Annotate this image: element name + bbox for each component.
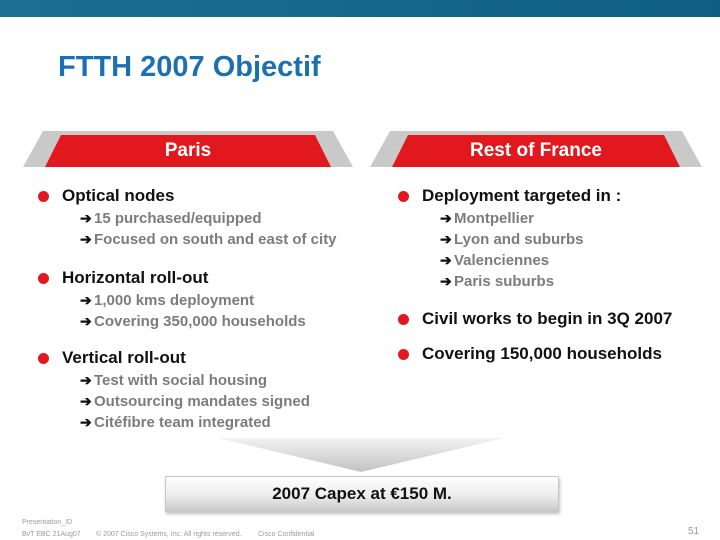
sub-item: ➔ Citéfibre team integrated bbox=[80, 414, 271, 431]
bullet-dot-icon bbox=[398, 314, 409, 325]
sub-item: ➔ 1,000 kms deployment bbox=[80, 292, 255, 309]
arrow-right-icon: ➔ bbox=[80, 292, 92, 308]
sub-item: ➔ Test with social housing bbox=[80, 372, 268, 389]
sub-item: ➔ Covering 350,000 households bbox=[80, 313, 306, 330]
bullet-dot-icon bbox=[38, 191, 49, 202]
sub-item: ➔ Montpellier bbox=[440, 210, 535, 227]
sub-item: ➔ Lyon and suburbs bbox=[440, 231, 584, 248]
capex-summary-box bbox=[165, 476, 559, 512]
sub-item: ➔ Focused on south and east of city bbox=[80, 231, 337, 248]
arrow-right-icon: ➔ bbox=[80, 393, 92, 409]
footer-presentation-id: Presentation_ID BvT EBC 21Aug07 bbox=[22, 519, 81, 538]
arrow-right-icon: ➔ bbox=[80, 210, 92, 226]
bullet-covering-households: Covering 150,000 households bbox=[398, 342, 714, 366]
bullet-deployment-targeted: Deployment targeted in : bbox=[398, 184, 714, 208]
bullet-vertical-rollout: Vertical roll-out bbox=[38, 346, 358, 370]
arrow-right-icon: ➔ bbox=[80, 231, 92, 247]
sub-item: ➔ Paris suburbs bbox=[440, 273, 555, 290]
bullet-horizontal-rollout: Horizontal roll-out bbox=[38, 266, 358, 290]
sub-item: ➔ Valenciennes bbox=[440, 252, 550, 269]
top-bar bbox=[0, 0, 720, 17]
arrow-right-icon: ➔ bbox=[440, 210, 452, 226]
down-arrow-icon bbox=[218, 438, 504, 474]
bullet-dot-icon bbox=[38, 273, 49, 284]
paris-header bbox=[23, 131, 353, 167]
paris-column bbox=[38, 184, 358, 433]
bullet-optical-nodes: Optical nodes bbox=[38, 184, 358, 208]
bullet-dot-icon bbox=[38, 353, 49, 364]
sub-item: ➔ 15 purchased/equipped bbox=[80, 210, 262, 227]
rest-of-france-header-label: Rest of France bbox=[470, 140, 602, 161]
rest-of-france-header bbox=[370, 131, 702, 167]
rest-of-france-column bbox=[398, 184, 714, 366]
arrow-right-icon: ➔ bbox=[80, 313, 92, 329]
bullet-dot-icon bbox=[398, 349, 409, 360]
arrow-right-icon: ➔ bbox=[440, 252, 452, 268]
sub-item: ➔ Outsourcing mandates signed bbox=[80, 393, 310, 410]
arrow-right-icon: ➔ bbox=[440, 231, 452, 247]
capex-summary-text: 2007 Capex at €150 M. bbox=[272, 484, 452, 503]
arrow-right-icon: ➔ bbox=[80, 414, 92, 430]
arrow-right-icon: ➔ bbox=[80, 372, 92, 388]
footer-copyright: © 2007 Cisco Systems, Inc. All rights reserved. bbox=[96, 531, 242, 538]
bullet-civil-works: Civil works to begin in 3Q 2007 bbox=[398, 307, 714, 331]
arrow-right-icon: ➔ bbox=[440, 273, 452, 289]
bullet-dot-icon bbox=[398, 191, 409, 202]
page-number: 51 bbox=[688, 526, 700, 537]
footer-confidential: Cisco Confidential bbox=[258, 531, 315, 538]
paris-header-label: Paris bbox=[164, 140, 212, 161]
slide-title: FTTH 2007 Objectif bbox=[58, 51, 321, 83]
